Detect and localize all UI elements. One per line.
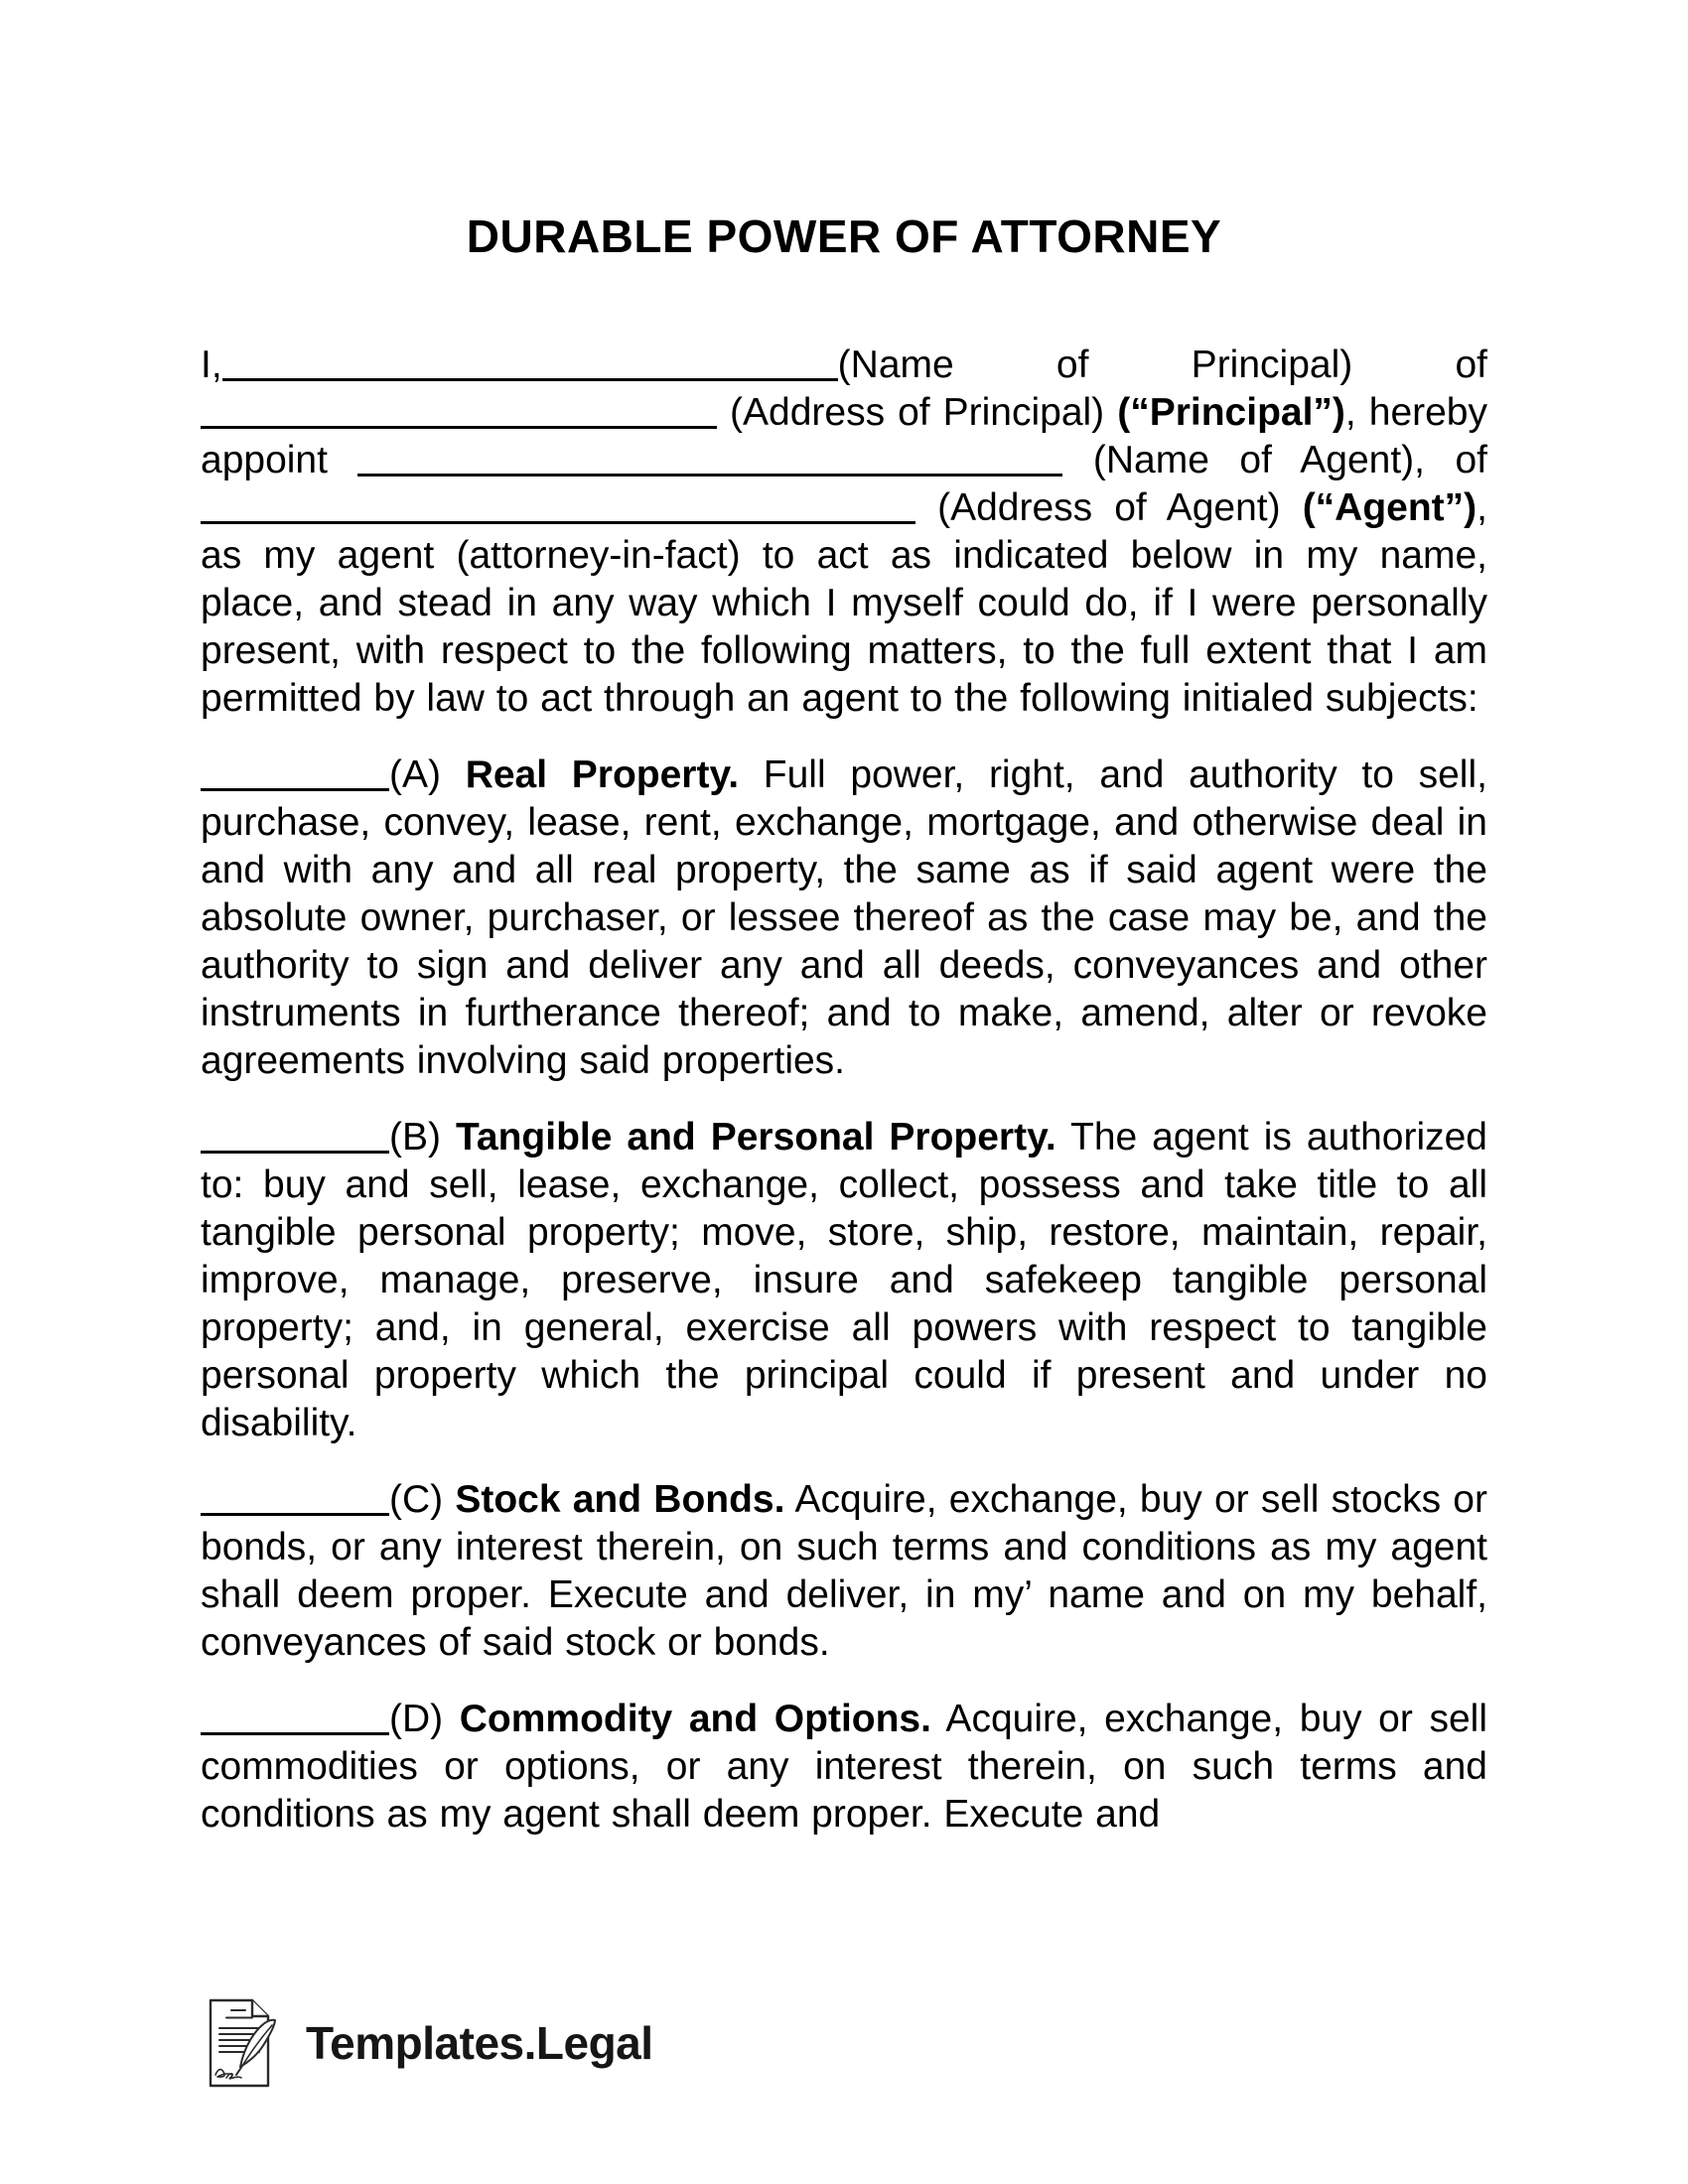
section-label: (A) <box>389 753 466 796</box>
section-heading: Tangible and Personal Property. <box>455 1116 1056 1159</box>
section-label: (B) <box>389 1116 456 1159</box>
section-body: Full power, right, and authority to sell, purchase, convey, lease, rent, exchange, mortgage, and otherwise deal in and with any and all real property, the same as if said agent were the absolute owner, purchaser, or lessee thereof as the case may be, and the authority to sign and deliver any and all deeds, conveyances and other instruments in furtherance thereof; and to make, amend, alter or revoke agreements involving said properties. <box>201 753 1487 1082</box>
section-label: (D) <box>389 1698 460 1740</box>
bold-text: (“Agent”) <box>1302 486 1477 529</box>
intro-paragraph: I, (Name of Principal) of (Address of Principal) (“Principal”), hereby appoint (Name of Agent), of (Address of Agent) (“Agent”), as my agent (attorney-in-fact) to act as indicated below in my name, place, and stead in any way which I myself could do, if I were personally present, with respect to the following matters, to the full extent that I am permitted by law to act through an agent to the following initialed subjects: <box>201 343 1488 720</box>
blank-line <box>357 473 1062 477</box>
section-heading: Real Property. <box>465 753 740 796</box>
footer-brand <box>203 1997 653 2089</box>
section-paragraph <box>201 1114 1487 1447</box>
blank-line <box>201 1150 389 1154</box>
section-paragraph <box>201 1476 1487 1667</box>
blank-line <box>201 425 717 429</box>
blank-line <box>201 520 915 524</box>
blank-line <box>201 1731 389 1735</box>
brand-name: Templates.Legal <box>306 2017 653 2069</box>
section-paragraph <box>201 1696 1487 1839</box>
section-body: Acquire, exchange, buy or sell commodities or options, or any interest therein, on such terms and conditions as my agent shall deem proper. Execute and <box>201 1698 1487 1836</box>
bold-text: (“Principal”) <box>1117 391 1345 434</box>
section-body: The agent is authorized to: buy and sell, lease, exchange, collect, possess and take title to all tangible personal property; move, store, ship, restore, maintain, repair, improve, manage, preserve, insure and safekeep tangible personal property; and, in general, exercise all powers with respect to tangible personal property which the principal could if present and under no disability. <box>201 1116 1487 1444</box>
blank-line <box>201 787 389 791</box>
document-quill-icon <box>203 1997 280 2089</box>
section-heading: Stock and Bonds. <box>455 1478 785 1521</box>
blank-line <box>222 377 838 381</box>
page-title: DURABLE POWER OF ATTORNEY <box>466 210 1222 262</box>
section-paragraph <box>201 751 1487 1085</box>
section-heading: Commodity and Options. <box>459 1698 931 1740</box>
section-list <box>201 751 1487 1839</box>
blank-line <box>201 1512 389 1516</box>
section-body: Acquire, exchange, buy or sell stocks or bonds, or any interest therein, on such terms and conditions as my agent shall deem proper. Execute and deliver, in my’ name and on my behalf, conveyances of said stock or bonds. <box>201 1478 1487 1664</box>
section-label: (C) <box>389 1478 456 1521</box>
